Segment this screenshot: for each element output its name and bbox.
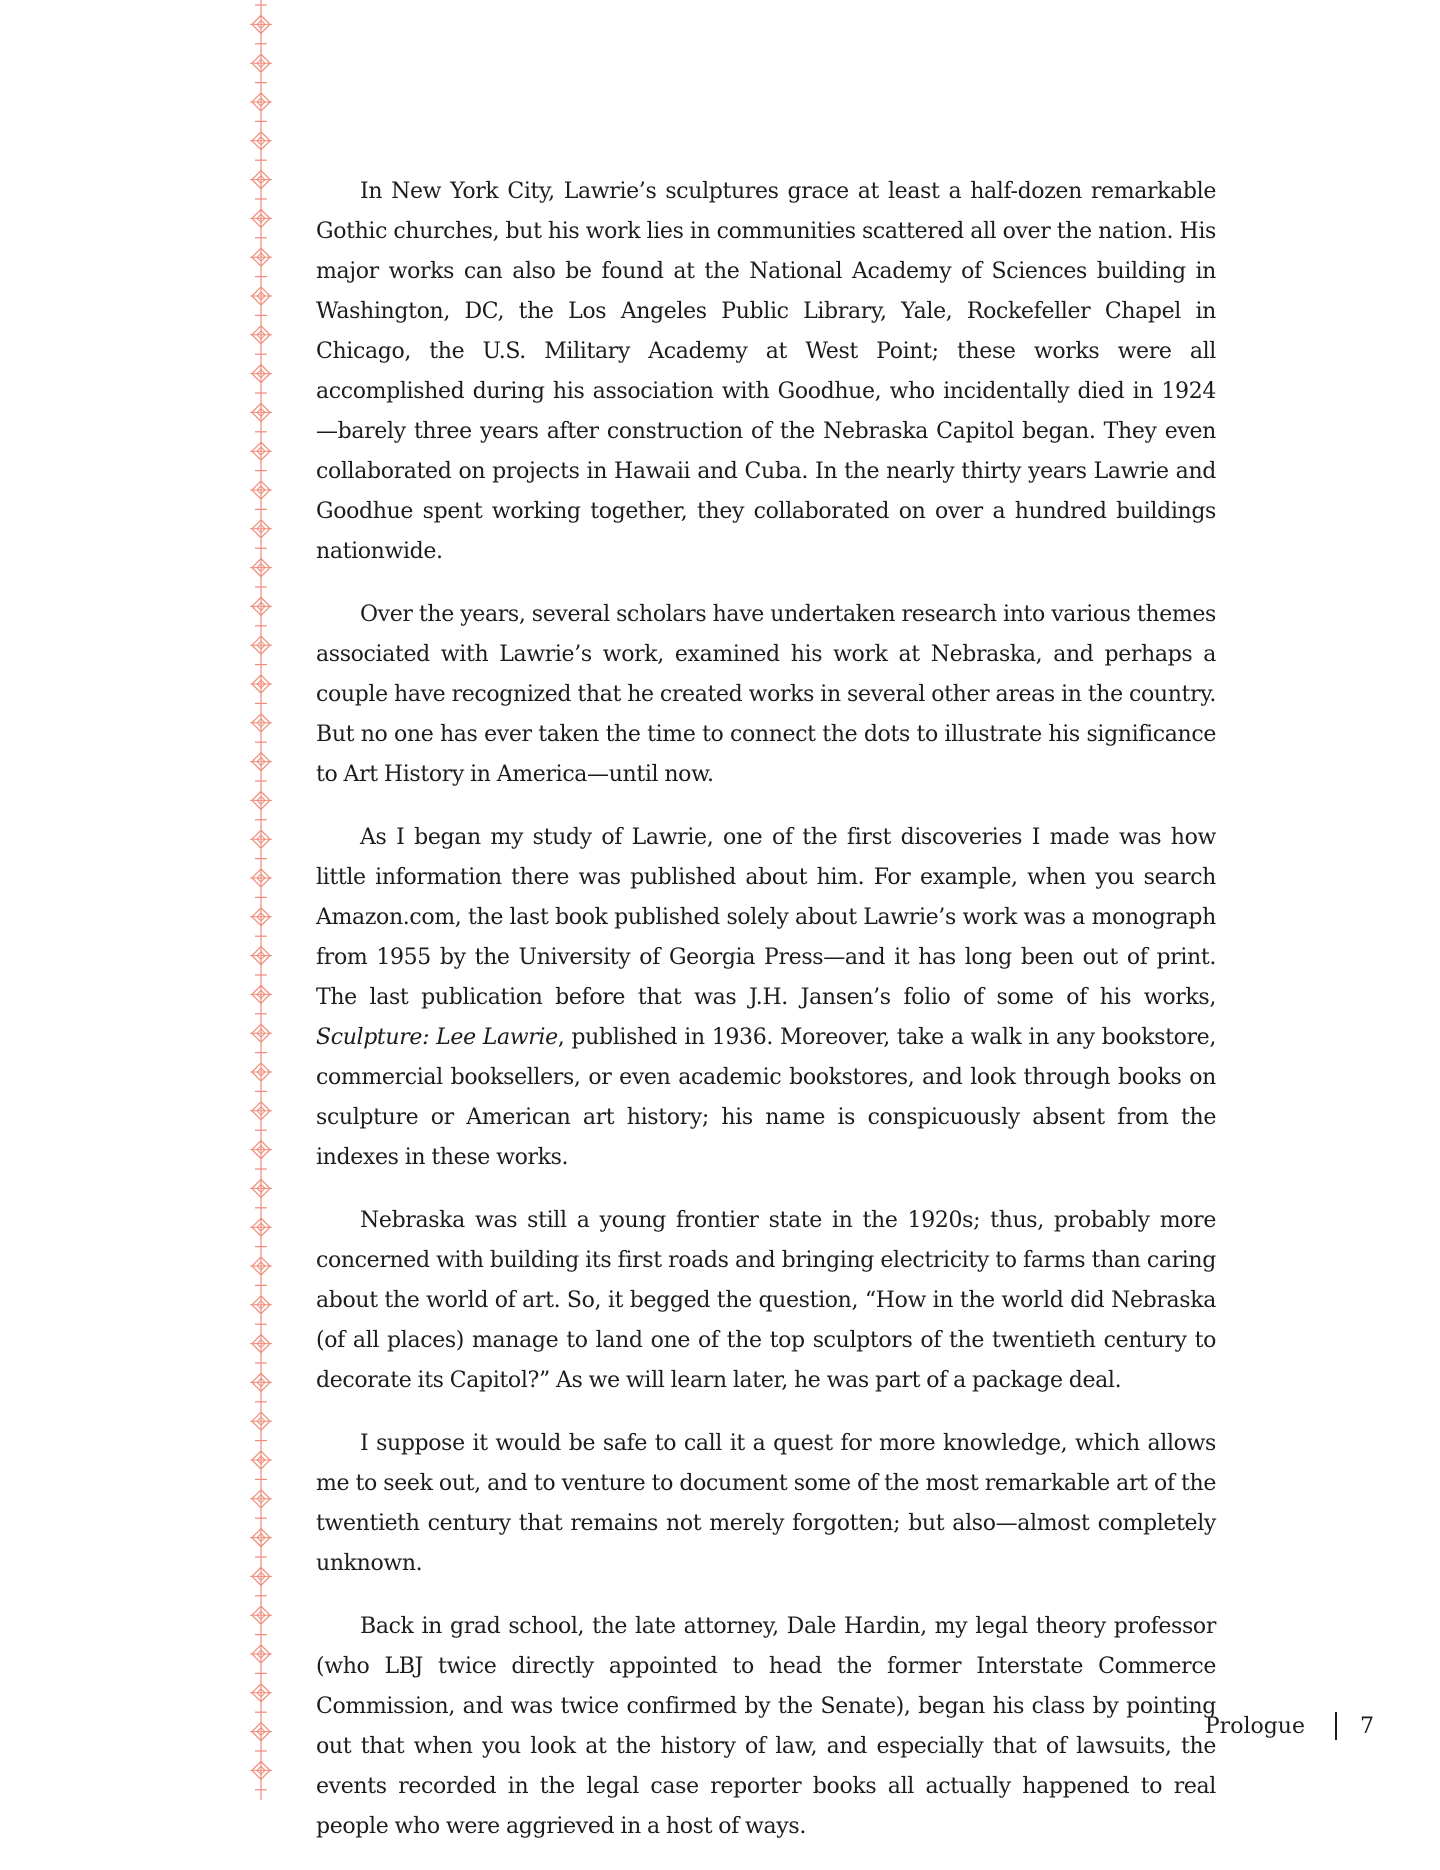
body-paragraph-5: I suppose it would be safe to call it a quest for more knowledge, which allows me to seek out, and to venture to document some of the most remarkable art of the twentieth century that remains not merely forgotten; but also—almost completely unknown. — [316, 1431, 1216, 1576]
body-paragraph-4: Nebraska was still a young frontier state in the 1920s; thus, probably more concerned with building its first roads and bringing electricity to farms than caring about the world of art. So, it begged the question, “How in the world did Nebraska (of all places) manage to land one of the top sculptors of the twentieth century to decorate its Capitol?” As we will learn later, he was part of a package deal. — [316, 1208, 1216, 1393]
body-paragraph-6: Back in grad school, the late attorney, Dale Hardin, my legal theory professor (who LBJ twice directly appointed to head the former Interstate Commerce Commission, and was twice confirmed by the Senate), began his class by pointing out that when you look at the history of law, and especially that of lawsuits, the events recorded in the legal case reporter books all actually happened to real people who were aggrieved in a host of ways. — [316, 1614, 1216, 1839]
footer-divider — [1335, 1712, 1337, 1740]
body-paragraph-1: In New York City, Lawrie’s sculptures grace at least a half-dozen remarkable Gothic churches, but his work lies in communities scattered all over the nation. His major works can also be found at the National Academy of Sciences building in Washington, DC, the Los Angeles Public Library, Yale, Rockefeller Chapel in Chicago, the U.S. Military Academy at West Point; these works were all accomplished during his association with Goodhue, who incidentally died in 1924—barely three years after construction of the Nebraska Capitol began. They even collaborated on projects in Hawaii and Cuba. In the nearly thirty years Lawrie and Goodhue spent working together, they collaborated on over a hundred buildings nationwide. — [316, 179, 1216, 564]
body-paragraph-2: Over the years, several scholars have undertaken research into various themes associated with Lawrie’s work, examined his work at Nebraska, and perhaps a couple have recognized that he created works in several other areas in the country. But no one has ever taken the time to connect the dots to illustrate his significance to Art History in America—until now. — [316, 602, 1216, 787]
body-paragraph-3 — [316, 818, 1216, 1178]
page-number: 7 — [1360, 1714, 1374, 1739]
section-label: Prologue — [1204, 1714, 1305, 1739]
paragraph-text: As I began my study of Lawrie, one of the first discoveries I made was how little information there was published about him. For example, when you search Amazon.com, the last book published solely about Lawrie’s work was a monograph from 1955 by the University of Georgia Press—and it has long been out of print. The last publication before that was J.H. Jansen’s folio of some of his works, — [316, 825, 1216, 1010]
page-body — [316, 172, 1216, 1870]
book-title: Sculpture: Lee Lawrie — [316, 1025, 558, 1050]
decorative-border — [246, 0, 276, 1800]
paragraph-text: , published in 1936. Moreover, take a walk in any bookstore, commercial booksellers, or even academic bookstores, and look through books on sculpture or American art history; his name is conspicuously absent from the indexes in these works. — [316, 1025, 1216, 1170]
page-footer — [1180, 1710, 1375, 1744]
